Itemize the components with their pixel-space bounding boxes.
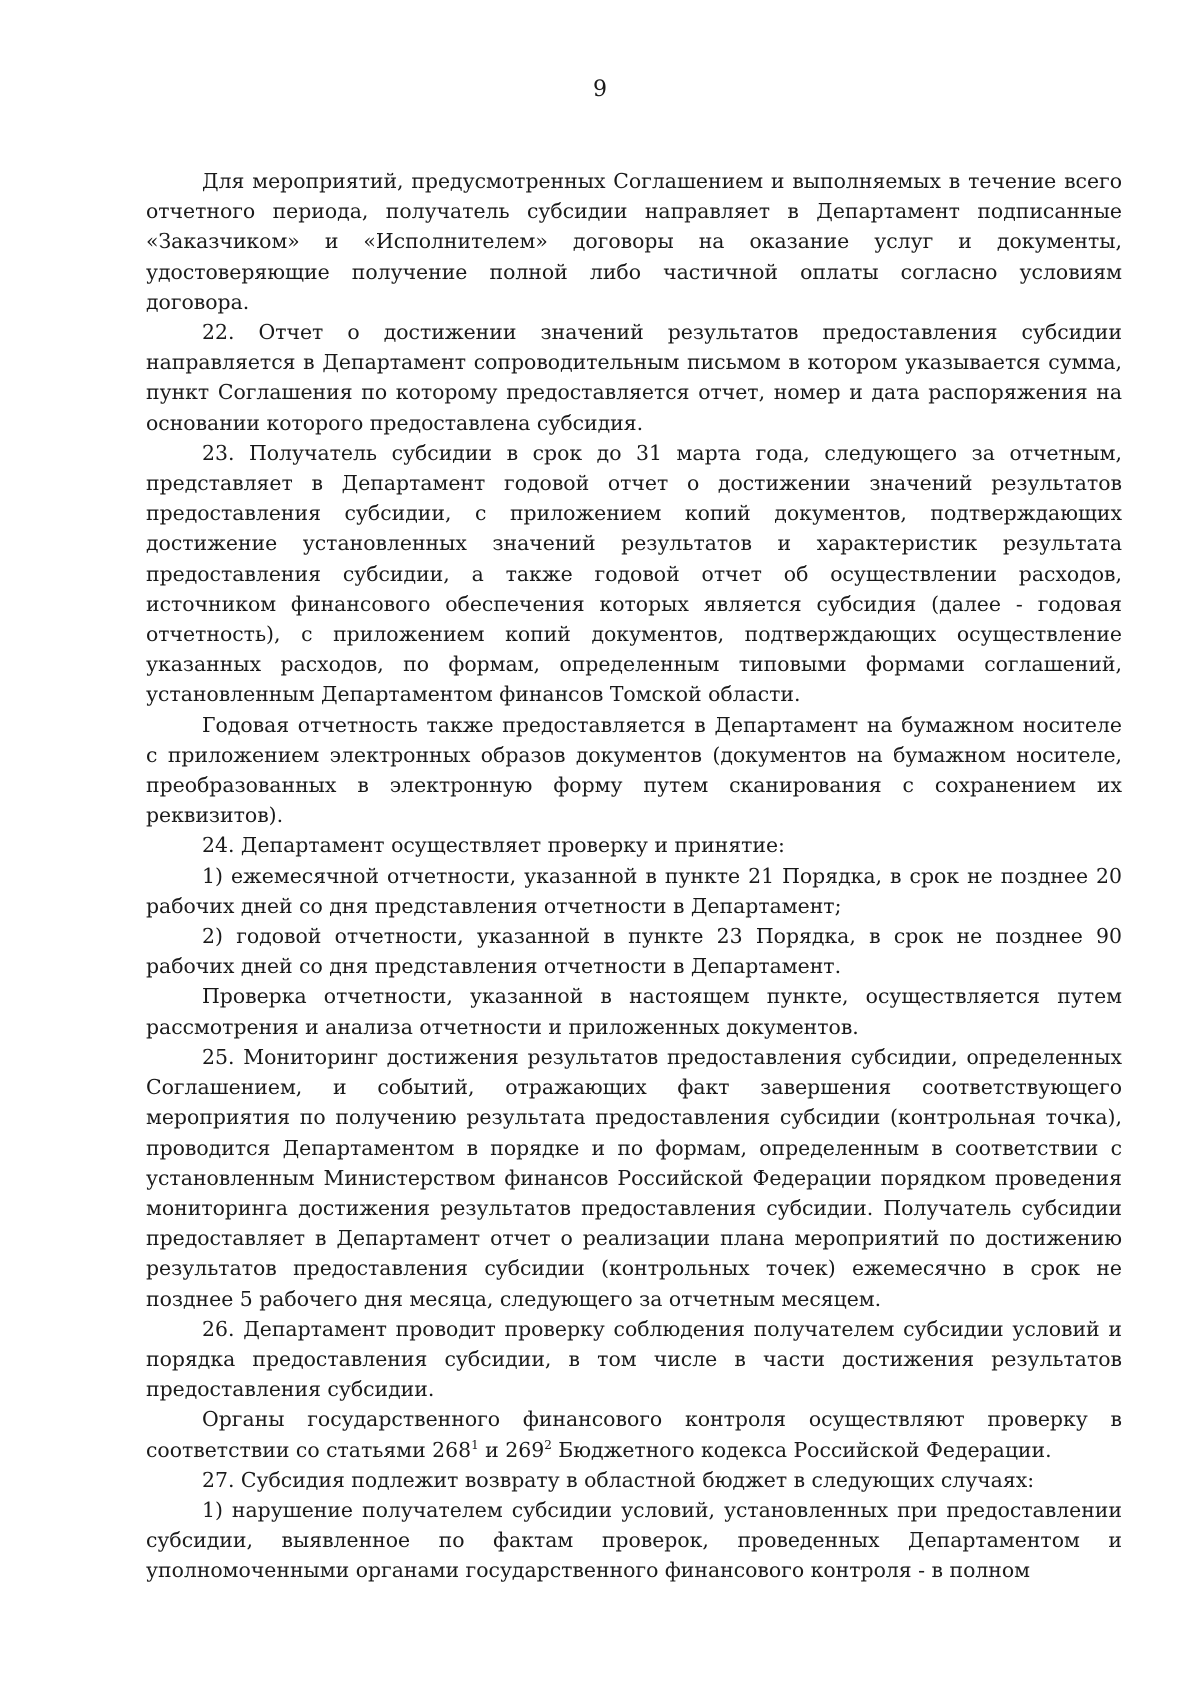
paragraph-27-item-1: 1) нарушение получателем субсидии условий, установленных при предоставлении субсидии, выявленное по фактам проверок, проведенных Департаментом и уполномоченными органами государственного финансового контроля - в полном — [146, 1497, 1122, 1583]
paragraph-annual-reporting: Годовая отчетность также предоставляется в Департамент на бумажном носителе с приложением электронных образов документов (документов на бумажном носителе, преобразованных в электронную форму путем сканирования с сохранением их реквизитов). — [146, 712, 1122, 828]
paragraph-24-item-1: 1) ежемесячной отчетности, указанной в пункте 21 Порядка, в срок не позднее 20 рабочих дней со дня представления отчетности в Департамент; — [146, 863, 1122, 918]
paragraph-22: 22. Отчет о достижении значений результатов предоставления субсидии направляется в Департамент сопроводительным письмом в котором указывается сумма, пункт Соглашения по которому предоставляется отчет, номер и дата распоряжения на основании которого предоставлена субсидия. — [146, 320, 1122, 435]
paragraph-23: 23. Получатель субсидии в срок до 31 марта года, следующего за отчетным, представляет в Департамент годовой отчет о достижении значений результатов предоставления субсидии, с приложением копий документов, подтверждающих достижение установленных значений результатов и характеристик результата предоставления субсидии, а также годовой отчет об осуществлении расходов, источником финансового обеспечения которых является субсидия (далее - годовая отчетность), с приложением копий документов, подтверждающих осуществление указанных расходов, по формам, определенным типовыми формами соглашений, установленным Департаментом финансов Томской области. — [146, 440, 1122, 707]
paragraph-24: 24. Департамент осуществляет проверку и принятие: — [202, 833, 785, 858]
article-269-superscript: 2 — [544, 1437, 552, 1452]
financial-control-text-a: Органы государственного финансового контроля осуществляют проверку в соответствии со статьями 268 — [146, 1407, 1122, 1462]
paragraph-contracts: Для мероприятий, предусмотренных Соглашением и выполняемых в течение всего отчетного периода, получатель субсидии направляет в Департамент подписанные «Заказчиком» и «Исполнителем» договоры на оказание услуг и документы, удостоверяющие получение полной либо частичной оплаты согласно условиям договора. — [146, 169, 1122, 314]
paragraph-26: 26. Департамент проводит проверку соблюдения получателем субсидии условий и порядка предоставления субсидии, в том числе в части достижения результатов предоставления субсидии. — [146, 1316, 1122, 1402]
paragraph-25: 25. Мониторинг достижения результатов предоставления субсидии, определенных Соглашением, и событий, отражающих факт завершения соответствующего мероприятия по получению результата предоставления субсидии (контрольная точка), проводится Департаментом в порядке и по формам, определенным в соответствии с установленным Министерством финансов Российской Федерации порядком проведения мониторинга достижения результатов предоставления субсидии. Получатель субсидии предоставляет в Департамент отчет о реализации плана мероприятий по достижению результатов предоставления субсидии (контрольных точек) ежемесячно в срок не позднее 5 рабочего дня месяца, следующего за отчетным месяцем. — [146, 1044, 1122, 1311]
article-268-superscript: 1 — [471, 1437, 479, 1452]
financial-control-text-c: Бюджетного кодекса Российской Федерации. — [551, 1437, 1052, 1462]
document-body — [146, 166, 1122, 1586]
paragraph-27: 27. Субсидия подлежит возврату в областной бюджет в следующих случаях: — [202, 1467, 1035, 1492]
paragraph-verification: Проверка отчетности, указанной в настоящем пункте, осуществляется путем рассмотрения и анализа отчетности и приложенных документов. — [146, 984, 1122, 1039]
paragraph-24-item-2: 2) годовой отчетности, указанной в пункте 23 Порядка, в срок не позднее 90 рабочих дней со дня представления отчетности в Департамент. — [146, 924, 1122, 979]
paragraph-financial-control — [146, 1404, 1122, 1464]
page-number: 9 — [593, 77, 607, 102]
financial-control-text-b: и 269 — [478, 1437, 545, 1462]
